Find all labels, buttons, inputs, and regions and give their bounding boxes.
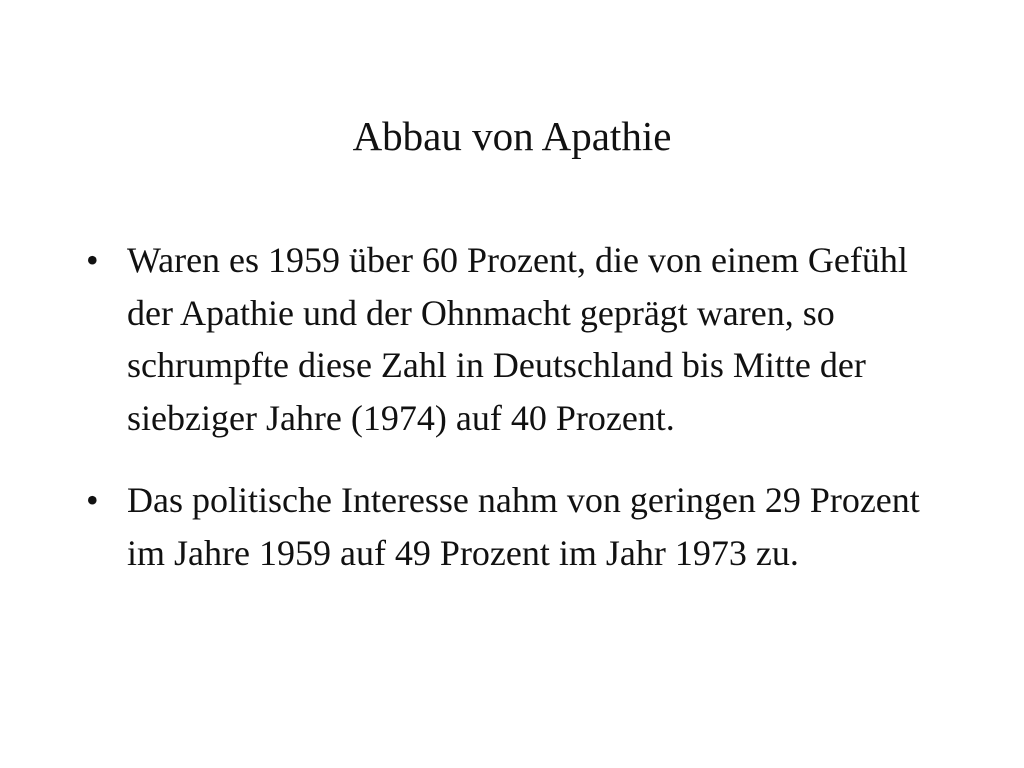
- bullet-item: [86, 234, 938, 444]
- bullet-list: [86, 234, 938, 609]
- bullet-icon: •: [86, 480, 99, 520]
- slide-title: Abbau von Apathie: [352, 113, 672, 159]
- bullet-item: [86, 474, 938, 579]
- bullet-text: Das politische Interesse nahm von geringen 29 Prozent im Jahre 1959 auf 49 Prozent im Jahr 1973 zu.: [127, 480, 920, 573]
- bullet-icon: •: [86, 240, 99, 280]
- bullet-text: Waren es 1959 über 60 Prozent, die von einem Gefühl der Apathie und der Ohnmacht geprägt waren, so schrumpfte diese Zahl in Deutschland bis Mitte der siebziger Jahre (1974) auf 40 Prozent.: [127, 240, 908, 438]
